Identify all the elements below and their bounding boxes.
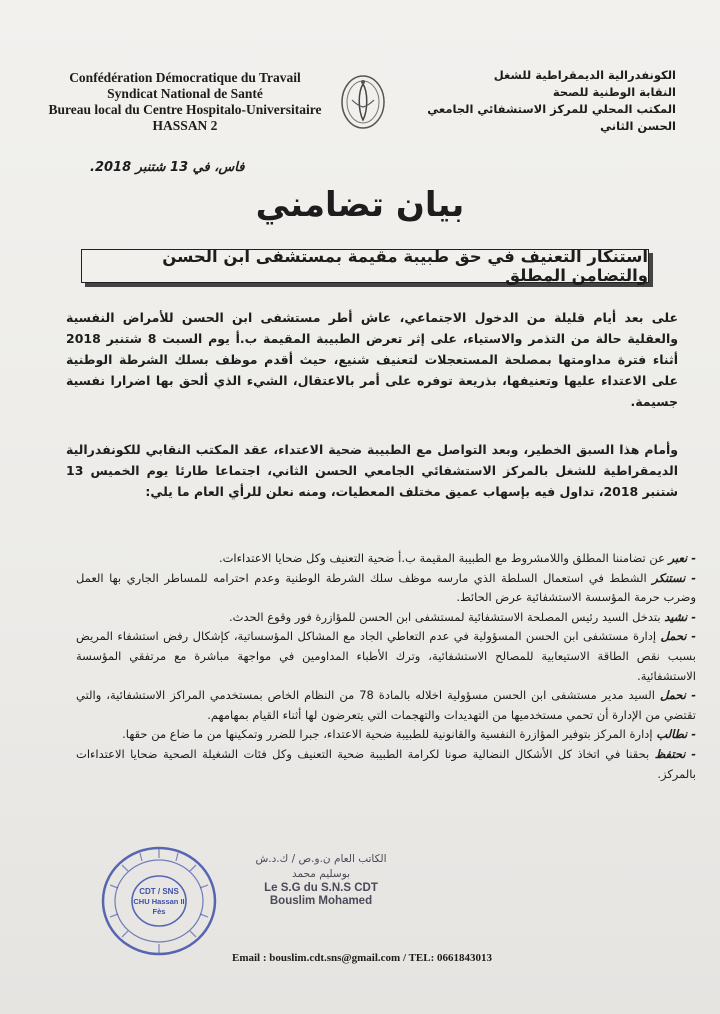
- signature-title-ar: الكاتب العام ن.و.ص / ك.د.ش: [255, 853, 387, 865]
- list-item-text: السيد مدير مستشفى ابن الحسن مسؤولية اخلاله بالمادة 78 من النظام الخاص بمستخدمي المراكز الاستشفائية، والتي تقتضي من الإدارة أن تحمي مستخدميها من التهديدات والتهجمات التي يتعرضون لها أثناء القيام بمهامهم.: [76, 688, 696, 722]
- document-title: بيان تضامني: [255, 185, 465, 225]
- subtitle-text: استنكار التعنيف في حق طبيبة مقيمة بمستشفى ابن الحسن والتضامن المطلق: [162, 247, 648, 285]
- header-fr-line: Confédération Démocratique du Travail: [69, 70, 301, 85]
- list-item-text: بتدخل السيد رئيس المصلحة الاستشفائية لمستشفى ابن الحسن للمؤازرة فور وقوع الحدث.: [228, 609, 665, 624]
- document-date: فاس، في 13 شتنبر 2018.: [90, 160, 245, 175]
- header-ar-line: النقابة الوطنية للصحة: [552, 85, 676, 99]
- contact-footer: Email : bouslim.cdt.sns@gmail.com / TEL: 0661843013: [232, 952, 492, 964]
- list-item-text: بحقنا في اتخاذ كل الأشكال النضالية صونا لكرامة الطبيبة ضحية التعنيف وكل فئات الشغيلة الصحية ضحايا الاعتداءات بالمركز.: [76, 746, 696, 781]
- stamp-line: CHU Hassan II: [133, 897, 185, 906]
- list-item-text: إدارة المركز بتوفير المؤازرة النفسية والقانونية للطبيبة ضحية الاعتداء، جبرا للضرر وتمكينها من ما ضاع من حقها.: [122, 727, 657, 742]
- header-ar-line: المكتب المحلي للمركز الاستشفائي الجامعي: [427, 102, 676, 116]
- signature-name-fr: Bouslim Mohamed: [269, 895, 373, 907]
- stamp-line: CDT / SNS: [139, 887, 179, 896]
- stamp-line: Fès: [152, 907, 166, 916]
- union-emblem-icon: [338, 70, 388, 134]
- list-item-text: الشطط في استعمال السلطة الذي مارسه موظف سلك الشرطة الوطنية وعدم احترامه للمساطر الجاري بها العمل وضرب حرمة المؤسسة الاستشفائية عرض الحائط.: [76, 570, 696, 605]
- list-item-text: عن تضامننا المطلق واللامشروط مع الطبيبة المقيمة ب.أ ضحية التعنيف وكل ضحايا الاعتداءات.: [218, 551, 669, 565]
- list-item: [76, 569, 696, 608]
- list-item-lead: - نستنكر: [652, 570, 697, 585]
- union-stamp: [100, 845, 218, 957]
- signature-block: [226, 852, 416, 908]
- list-item-lead: - نحمل: [660, 629, 696, 644]
- document-subtitle: [81, 249, 649, 283]
- list-item-lead: - نحمل: [659, 688, 697, 703]
- list-item-lead: - نحتفظ: [654, 746, 696, 761]
- list-item-lead: - نعبر: [668, 551, 696, 565]
- header-ar-line: الحسن الثاني: [600, 119, 676, 133]
- paragraph-meeting: وأمام هذا السبق الخطير، وبعد التواصل مع الطبيبة ضحية الاعتداء، عقد المكتب النقابي للكونفدرالية الديمقراطية للشغل بالمركز الاستشفائي الجامعي الحسن الثاني، اجتماعا طارئا يوم الخميس 13 شتنبر 2018، تداول فيه بإسهاب عميق مختلف المعطيات، ومنه نعلن للرأي العام ما يلي:: [66, 442, 678, 499]
- signature-title-fr: Le S.G du S.N.S CDT: [264, 882, 378, 894]
- header-fr-line: Syndicat National de Santé: [107, 86, 263, 101]
- list-item-lead: - نشيد: [664, 609, 696, 624]
- header-arabic: [416, 67, 676, 135]
- list-item: [76, 745, 696, 784]
- header-fr-line: Bureau local du Centre Hospitalo-Universitaire: [48, 102, 322, 117]
- paragraph-intro: على بعد أيام قليلة من الدخول الاجتماعي، عاش أطر مستشفى ابن الحسن للأمراض النفسية والعقلية حالة من التذمر والاستياء، على إثر تعرض الطبيبة المقيمة ب.أ يوم السبت 8 شتنبر 2018 أثناء فترة مداومتها بمصلحة المستعجلات لتعنيف شنيع، حيث أقدم موظف بسلك الشرطة الوطنية على الاعتداء عليها وتعنيفها، بذريعة توفره على أمر بالاعتقال، الشيء الذي ألحق بها اضرارا نفسية جسيمة.: [66, 310, 678, 409]
- header-french: [40, 70, 330, 134]
- signature-name-ar: بوسليم محمد: [291, 868, 351, 880]
- header-fr-line: HASSAN 2: [152, 118, 218, 133]
- list-item: [76, 627, 696, 686]
- list-item: [76, 725, 696, 745]
- header-ar-line: الكونفدرالية الديمقراطية للشغل: [493, 68, 676, 82]
- demands-list: [76, 549, 696, 784]
- list-item-lead: - نطالب: [656, 727, 696, 742]
- list-item: [76, 549, 696, 569]
- list-item: [76, 608, 696, 628]
- list-item-text: إدارة مستشفى ابن الحسن المسؤولية في عدم التعاطي الجاد مع المشاكل المؤسساتية، كإشكال رفض استشفاء المريض بسبب نقص الطاقة الاستيعابية للمصالح الاستشفائية، وترك الأطباء المداومين في مواجهة مباشرة مع مرتفقي المؤسسة الاستشفائية.: [76, 629, 696, 683]
- list-item: [76, 686, 696, 725]
